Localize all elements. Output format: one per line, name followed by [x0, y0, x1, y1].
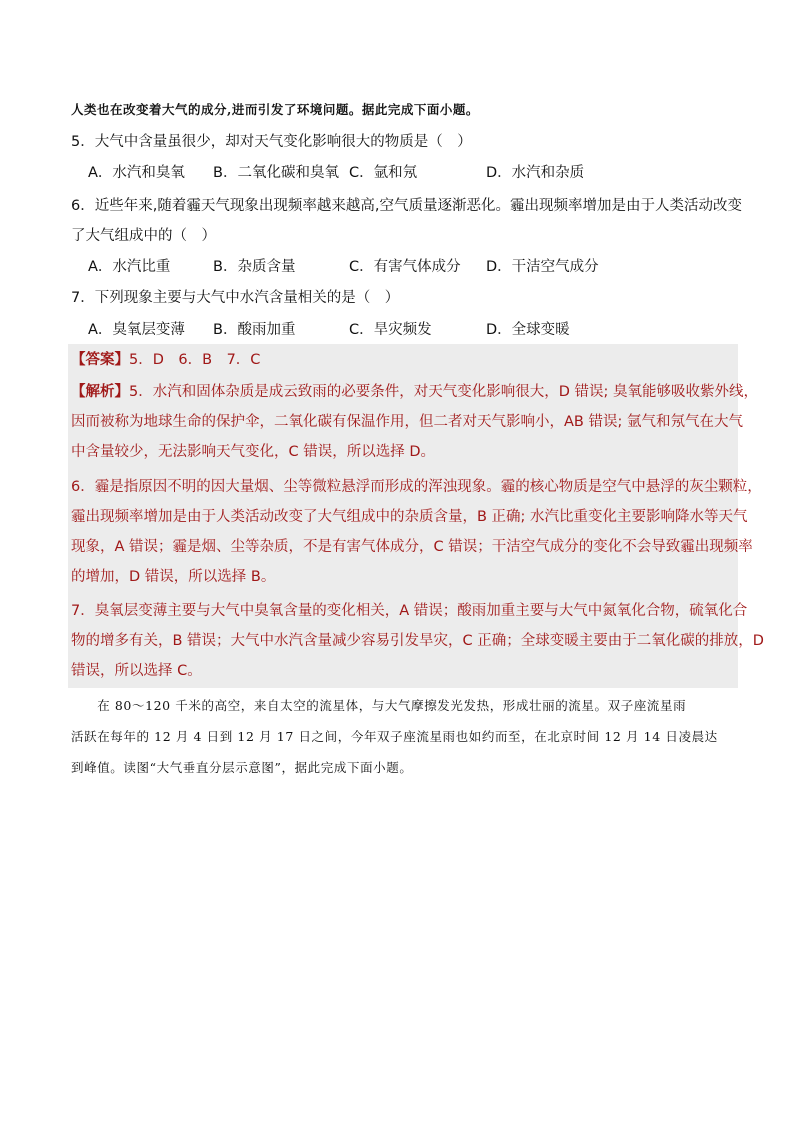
analysis-line-5: 霾出现频率增加是由于人类活动改变了大气组成中的杂质含量，B 正确; 水汽比重变化主要影响降水等天气 — [71, 509, 748, 525]
option-c: C．氩和氖 — [349, 165, 418, 181]
option-a: A．臭氧层变薄 — [88, 322, 185, 338]
analysis-line-4: 6．霾是指原因不明的因大量烟、尘等微粒悬浮而形成的浑浊现象。霾的核心物质是空气中悬浮的灰尘颗粒， — [71, 479, 762, 495]
answer-text: 5．D 6．B 7．C — [129, 352, 261, 368]
passage-line-3: 到峰值。读图“大气垂直分层示意图”，据此完成下面小题。 — [71, 760, 413, 775]
option-c: C．有害气体成分 — [349, 259, 461, 275]
analysis-line-9: 物的增多有关，B 错误；大气中水汽含量减少容易引发旱灾，C 正确；全球变暖主要由于二氧化碳的排放，D — [71, 633, 764, 649]
analysis-line-10: 错误，所以选择 C。 — [71, 663, 202, 679]
option-b: B．杂质含量 — [213, 259, 296, 275]
question-6-line-2: 了大气组成中的（ ） — [71, 228, 216, 244]
option-d: D．干洁空气成分 — [486, 259, 599, 275]
meteor-passage — [71, 690, 736, 783]
option-b: B．酸雨加重 — [213, 322, 296, 338]
analysis-line-6: 现象，A 错误；霾是烟、尘等杂质，不是有害气体成分，C 错误；干洁空气成分的变化不会导致霾出现频率 — [71, 539, 753, 555]
analysis-line-3: 中含量较少，无法影响天气变化，C 错误，所以选择 D。 — [71, 444, 436, 460]
question-5: 5．大气中含量虽很少，却对天气变化影响很大的物质是（ ） — [71, 134, 472, 150]
analysis-text: 5．水汽和固体杂质是成云致雨的必要条件，对天气变化影响很大，D 错误; 臭氧能够吸收紫外线， — [129, 384, 758, 400]
analysis-line-1 — [71, 378, 758, 407]
answer-label: 【答案】 — [71, 352, 129, 368]
passage-line-2: 活跃在每年的 12 月 4 日到 12 月 17 日之间，今年双子座流星雨也如约而至，在北京时间 12 月 14 日凌晨达 — [71, 729, 718, 744]
intro-text: 人类也在改变着大气的成分,进而引发了环境问题。据此完成下面小题。 — [71, 102, 479, 117]
passage-line-1: 在 80～120 千米的高空，来自太空的流星体，与大气摩擦发光发热，形成壮丽的流星。双子座流星雨 — [71, 698, 687, 713]
option-d: D．全球变暖 — [486, 322, 570, 338]
option-b: B．二氧化碳和臭氧 — [213, 165, 339, 181]
option-a: A．水汽和臭氧 — [88, 165, 185, 181]
option-c: C．旱灾频发 — [349, 322, 432, 338]
question-7: 7．下列现象主要与大气中水汽含量相关的是（ ） — [71, 290, 400, 306]
analysis-line-2: 因而被称为地球生命的保护伞，二氧化碳有保温作用，但二者对天气影响小，AB 错误; 氩气和氖气在大气 — [71, 414, 743, 430]
analysis-line-8: 7．臭氧层变薄主要与大气中臭氧含量的变化相关，A 错误；酸雨加重主要与大气中氮氧化合物，硫氧化合 — [71, 603, 748, 619]
option-a: A．水汽比重 — [88, 259, 171, 275]
option-d: D．水汽和杂质 — [486, 165, 585, 181]
answer-line — [71, 346, 260, 375]
analysis-line-7: 的增加，D 错误，所以选择 B。 — [71, 569, 276, 585]
question-6-line-1: 6．近些年来,随着霾天气现象出现频率越来越高,空气质量逐渐恶化。霾出现频率增加是由于人类活动改变 — [71, 198, 742, 214]
analysis-label: 【解析】 — [71, 384, 129, 400]
